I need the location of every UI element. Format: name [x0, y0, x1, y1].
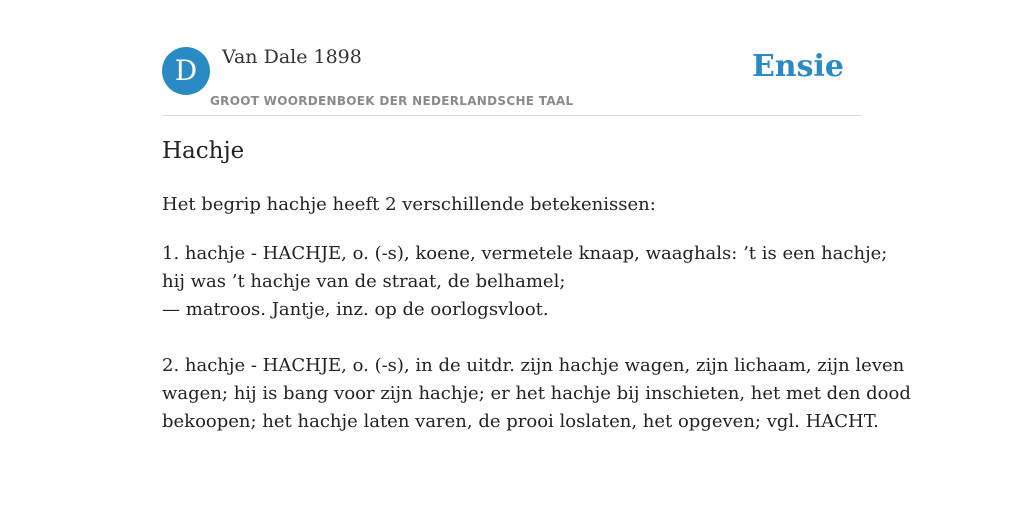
- definition-list: [162, 240, 911, 436]
- definition-item: [162, 240, 888, 324]
- definition-line: bekoopen; het hachje laten varen, de prooi loslaten, het opgeven; vgl. HACHT.: [162, 411, 879, 432]
- definition-line: — matroos. Jantje, inz. op de oorlogsvloot.: [162, 299, 549, 320]
- brand-logo[interactable]: Ensie: [751, 49, 844, 84]
- definition-line: 1. hachje - HACHJE, o. (-s), koene, vermetele knaap, waaghals: ’t is een hachje;: [162, 243, 888, 264]
- definition-line: wagen; hij is bang voor zijn hachje; er het hachje bij inschieten, het met den dood: [162, 383, 911, 404]
- entry-intro: Het begrip hachje heeft 2 verschillende betekenissen:: [162, 194, 656, 215]
- source-logo[interactable]: D: [162, 47, 210, 95]
- definition-item: [162, 352, 911, 436]
- definition-line: 2. hachje - HACHJE, o. (-s), in de uitdr. zijn hachje wagen, zijn lichaam, zijn leven: [162, 355, 905, 376]
- definition-line: hij was ’t hachje van de straat, de belhamel;: [162, 271, 566, 292]
- header: [162, 44, 862, 116]
- source-subtitle: GROOT WOORDENBOEK DER NEDERLANDSCHE TAAL: [210, 94, 574, 108]
- source-title[interactable]: Van Dale 1898: [222, 46, 362, 68]
- entry-title: Hachje: [162, 138, 245, 164]
